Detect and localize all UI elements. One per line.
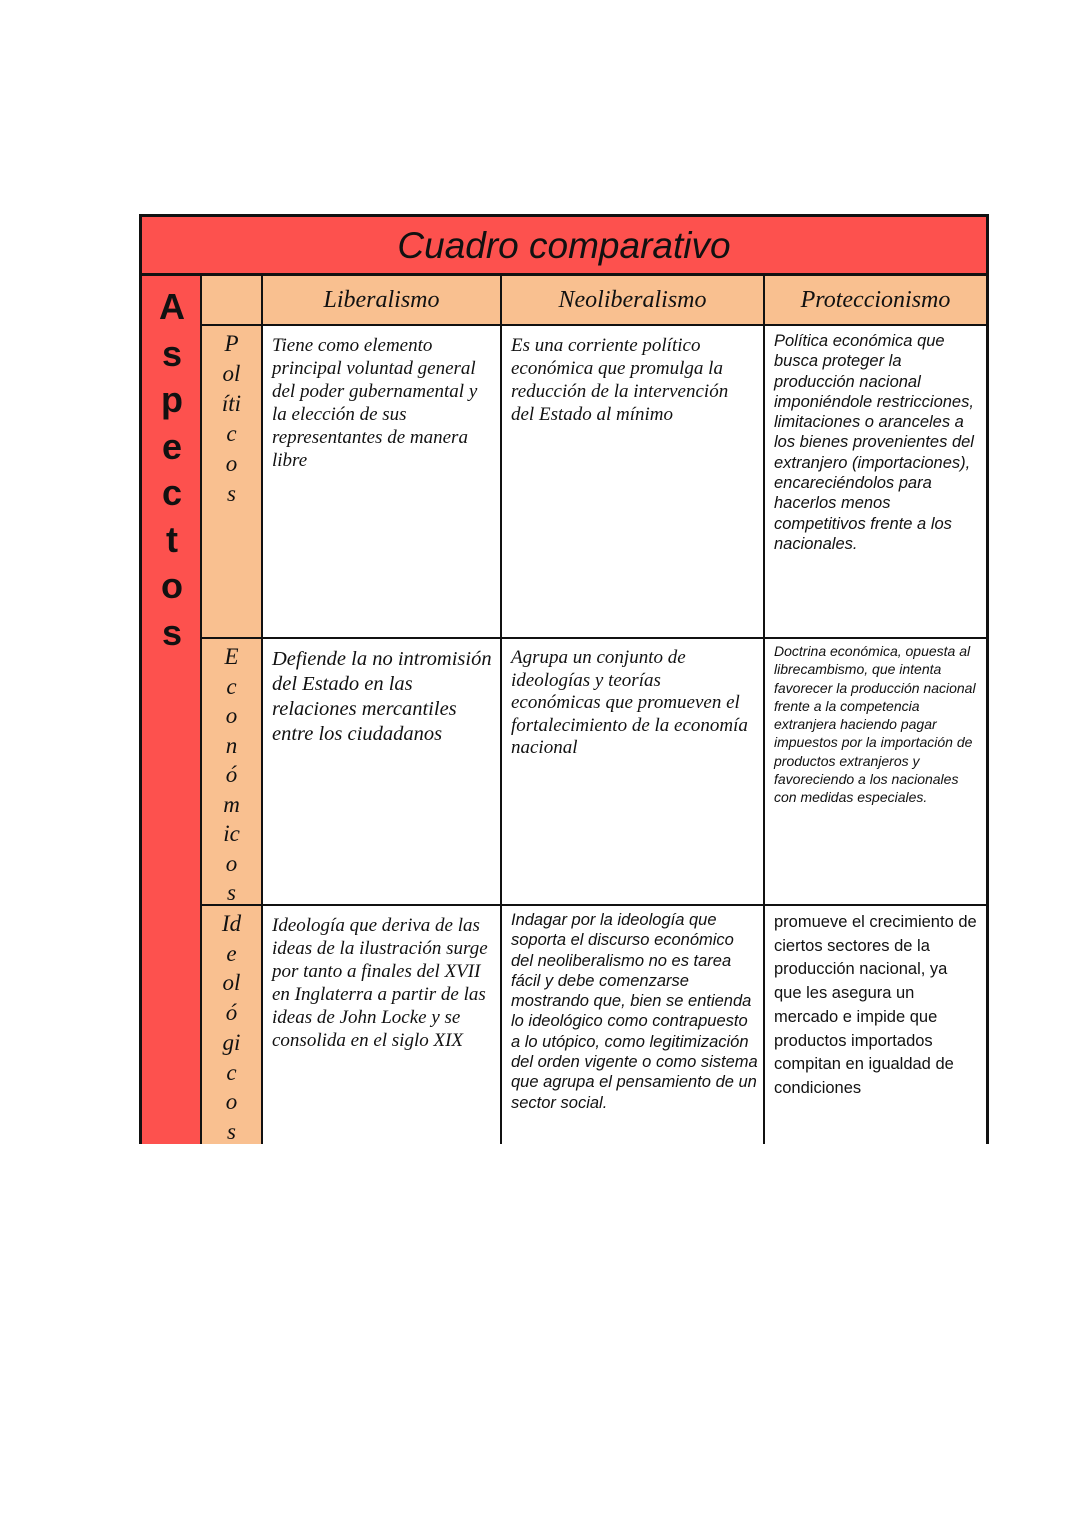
aspects-letter: p: [161, 379, 183, 420]
row-header-part: ol: [222, 970, 241, 996]
row-header-politicos: [202, 326, 263, 639]
aspects-letter: s: [161, 332, 183, 374]
row-header-part: m: [223, 791, 240, 817]
cell-politicos-neoliberalismo: Es una corriente político económica que promulga la reducción de la intervención del Estado al mínimo: [502, 326, 765, 639]
aspects-letter: e: [161, 425, 183, 467]
row-header-part: c: [226, 673, 237, 699]
row-header-part: c: [226, 421, 237, 446]
row-header-part: s: [227, 481, 236, 506]
comparison-table: [139, 214, 989, 1144]
aspects-letter: c: [161, 472, 183, 513]
aspects-letter: t: [166, 518, 178, 560]
column-header-liberalismo: Liberalismo: [263, 276, 502, 326]
row-header-part: s: [227, 880, 236, 905]
row-header-part: E: [224, 644, 239, 669]
row-header-part: c: [226, 1059, 237, 1085]
column-header-neoliberalismo: Neoliberalismo: [502, 276, 765, 326]
cell-politicos-proteccionismo: Política económica que busca proteger la producción nacional imponiéndole restricciones, limitaciones o aranceles a los bienes provenientes del extranjero (importaciones), encareciéndolos para hacerlos menos competitivos frente a los nacionales.: [765, 326, 986, 639]
row-header-part: ic: [223, 821, 240, 846]
row-header-ideologicos: [202, 906, 263, 1144]
row-header-part: gi: [222, 1029, 241, 1055]
row-header-part: ó: [225, 762, 238, 787]
row-header-part: o: [225, 703, 238, 728]
cell-politicos-liberalismo: Tiene como elemento principal voluntad general del poder gubernamental y la elección de sus representantes de manera libre: [263, 326, 502, 639]
row-header-part: o: [225, 850, 238, 876]
table-title: Cuadro comparativo: [142, 217, 986, 276]
aspects-letter: s: [161, 611, 183, 653]
row-header-part: n: [225, 732, 238, 758]
header-corner: [202, 276, 263, 326]
cell-economicos-liberalismo: Defiende la no intromisión del Estado en las relaciones mercantiles entre los ciudadanos: [263, 639, 502, 906]
column-header-proteccionismo: Proteccionismo: [765, 276, 986, 326]
cell-ideologicos-liberalismo: Ideología que deriva de las ideas de la ilustración surge por tanto a finales del XVII en Inglaterra a partir de las ideas de John Locke y se consolida en el siglo XIX: [263, 906, 502, 1144]
cell-ideologicos-proteccionismo: promueve el crecimiento de ciertos sectores de la producción nacional, ya que les asegura un mercado e impide que productos importados compitan en igualdad de condiciones: [765, 906, 986, 1144]
row-header-part: P: [224, 331, 239, 356]
aspects-column: [142, 276, 202, 1144]
aspects-label: [142, 284, 202, 656]
row-header-part: ol: [222, 361, 241, 386]
row-header-part: Id: [221, 911, 242, 936]
row-header-part: ó: [225, 1000, 238, 1026]
row-header-part: e: [226, 940, 237, 966]
row-header-part: íti: [221, 391, 242, 416]
cell-ideologicos-neoliberalismo: Indagar por la ideología que soporta el discurso económico del neoliberalismo no es tarea fácil y debe comenzarse mostrando que, bien se entienda lo ideológico como contrapuesto a lo utópico, como legitimización del orden vigente o como sistema que agrupa el pensamiento de un sector social.: [502, 906, 765, 1144]
aspects-letter: A: [159, 286, 185, 327]
row-header-part: s: [227, 1118, 236, 1144]
row-header-part: o: [225, 451, 238, 476]
row-header-part: o: [225, 1089, 238, 1115]
aspects-letter: o: [161, 565, 183, 606]
cell-economicos-proteccionismo: Doctrina económica, opuesta al librecambismo, que intenta favorecer la producción nacional frente a la competencia extranjera haciendo pagar impuestos por la importación de productos extranjeros y favoreciendo a los nacionales con medidas especiales.: [765, 639, 986, 906]
row-header-economicos: [202, 639, 263, 906]
cell-economicos-neoliberalismo: Agrupa un conjunto de ideologías y teorías económicas que promueven el fortalecimiento de la economía nacional: [502, 639, 765, 906]
